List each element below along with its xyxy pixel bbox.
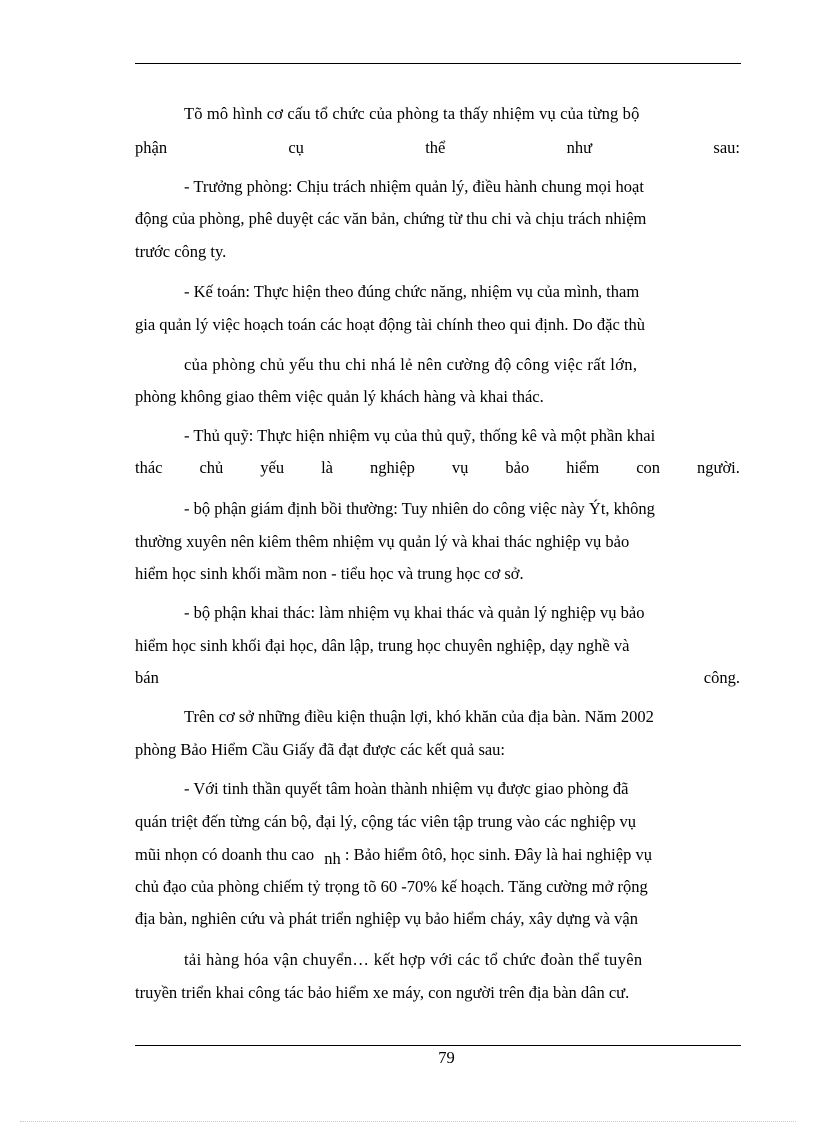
word: vụ (451, 458, 469, 477)
text-line-justified (135, 668, 740, 688)
word: thể (425, 138, 446, 157)
footer-rule (135, 1045, 741, 1046)
text-line: - bộ phận giám định bồi thường: Tuy nhiên do công việc này Ýt, không (184, 499, 655, 518)
subscript-text: nh (324, 849, 341, 868)
page-number: 79 (438, 1048, 455, 1067)
text-line (135, 845, 652, 868)
word: người. (697, 458, 740, 477)
word: phận (135, 138, 168, 157)
text-line: chủ đạo của phòng chiếm tỷ trọng tõ 60 -70% kế hoạch. Tăng cường mở rộng (135, 877, 648, 896)
text-line: - Trưởng phòng: Chịu trách nhiệm quản lý, điều hành chung mọi hoạt (184, 177, 644, 196)
text-segment: : Bảo hiểm ôtô, học sinh. Đây là hai nghiệp vụ (344, 845, 652, 864)
text-line: tải hàng hóa vận chuyển… kết hợp với các tổ chức đoàn thể tuyên (184, 950, 643, 969)
word: là (321, 458, 334, 477)
text-line: - bộ phận khai thác: làm nhiệm vụ khai thác và quản lý nghiệp vụ bảo (184, 603, 645, 622)
text-line-justified (135, 458, 740, 478)
text-line: - Kế toán: Thực hiện theo đúng chức năng, nhiệm vụ của mình, tham (184, 282, 640, 301)
word: yếu (260, 458, 285, 477)
word: nghiệp (370, 458, 415, 477)
word: sau: (713, 138, 740, 157)
word: cụ (288, 138, 304, 157)
text-line: của phòng chủ yếu thu chi nhá lẻ nên cường độ công việc rất lớn, (184, 355, 638, 374)
text-line: động của phòng, phê duyệt các văn bản, chứng từ thu chi và chịu trách nhiệm (135, 209, 647, 228)
text-line: - Thủ quỹ: Thực hiện nhiệm vụ của thủ quỹ, thống kê và một phần khai (184, 426, 656, 445)
text-line: phòng không giao thêm việc quản lý khách hàng và khai thác. (135, 387, 544, 406)
text-line: quán triệt đến từng cán bộ, đại lý, cộng tác viên tập trung vào các nghiệp vụ (135, 812, 637, 831)
text-line: hiểm học sinh khối đại học, dân lập, trung học chuyên nghiệp, dạy nghề và (135, 636, 630, 655)
text-segment: mũi nhọn có doanh thu cao (135, 845, 315, 864)
word: chủ (199, 458, 224, 477)
header-rule (135, 63, 741, 64)
word: hiểm (566, 458, 600, 477)
word: con (636, 458, 661, 477)
text-line: Trên cơ sở những điều kiện thuận lợi, khó khăn của địa bàn. Năm 2002 (184, 707, 654, 726)
word: bán (135, 668, 159, 687)
text-line: thường xuyên nên kiêm thêm nhiệm vụ quản lý và khai thác nghiệp vụ bảo (135, 532, 630, 551)
page-edge-dots (20, 1121, 796, 1122)
text-line: địa bàn, nghiên cứu và phát triển nghiệp vụ bảo hiểm cháy, xây dựng và vận (135, 909, 638, 928)
text-line: hiểm học sinh khối mầm non - tiểu học và trung học cơ sở. (135, 564, 524, 583)
text-line: trước công ty. (135, 242, 227, 261)
text-line: truyền triển khai công tác bảo hiểm xe máy, con người trên địa bàn dân cư. (135, 983, 630, 1002)
word: như (566, 138, 593, 157)
text-line: phòng Bảo Hiểm Cầu Giấy đã đạt được các kết quả sau: (135, 740, 506, 759)
word: thác (135, 458, 163, 477)
text-line: gia quản lý việc hoạch toán các hoạt động tài chính theo qui định. Do đặc thù (135, 315, 645, 334)
text-line: Tõ mô hình cơ cấu tổ chức của phòng ta thấy nhiệm vụ của từng bộ (184, 104, 640, 123)
text-line-justified (135, 138, 740, 158)
text-line: - Với tinh thần quyết tâm hoàn thành nhiệm vụ được giao phòng đã (184, 779, 629, 798)
word: bảo (505, 458, 530, 477)
word: công. (703, 668, 740, 687)
